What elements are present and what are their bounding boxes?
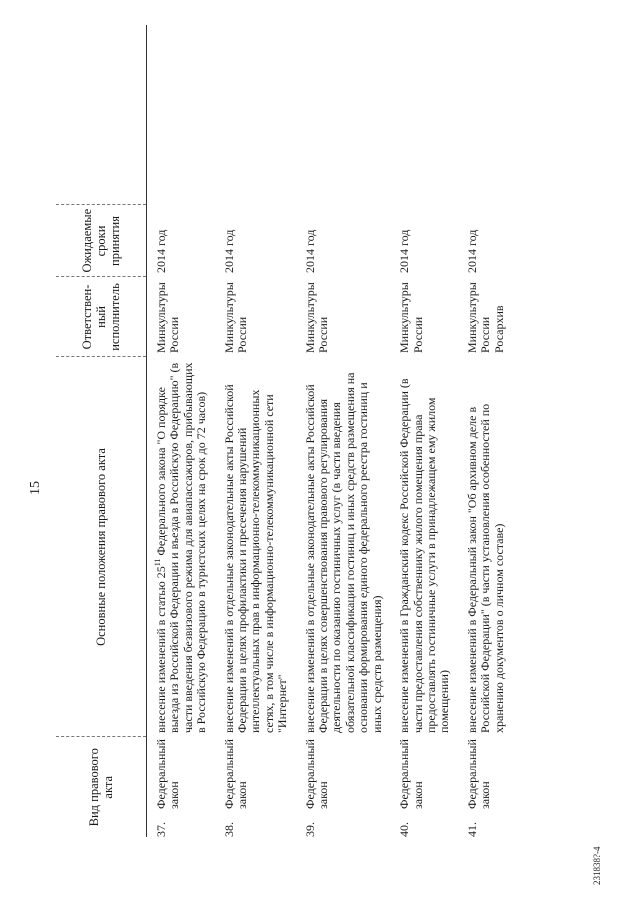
table-row (458, 25, 512, 837)
act-content (147, 357, 215, 737)
header-main-provisions: Основные положения правового акта (56, 357, 147, 737)
page-number: 15 (28, 481, 43, 495)
responsible-executor: Минкультуры России Росархив (464, 282, 506, 353)
expected-deadline: 2014 год (397, 229, 412, 273)
legal-acts-table (56, 25, 512, 837)
act-type: Федеральный закон (397, 739, 425, 809)
expected-deadline: 2014 год (154, 229, 168, 273)
row-number: 38. (221, 822, 236, 837)
table-row (215, 25, 296, 837)
responsible-executor: Минкультуры России (302, 282, 331, 353)
article-superscript: 11 (153, 558, 162, 567)
act-type: Федеральный закон (464, 739, 493, 809)
row-number: 39. (302, 822, 317, 837)
header-responsible-executor: Ответствен-ный исполнитель (56, 277, 147, 357)
responsible-executor: Минкультуры России (397, 282, 425, 353)
act-type: Федеральный закон (221, 739, 250, 809)
row-number: 37. (154, 822, 168, 837)
act-content: внесение изменений в отдельные законодательные акты Российской Федерации в целях профилактики и пресечения нарушений интеллектуальных прав в информационно-телекоммуникационных сетях, в том числе в информационно-телекоммуникационной сети "Интернет" (221, 384, 290, 733)
expected-deadline: 2014 год (302, 229, 317, 273)
header-blank (56, 25, 147, 205)
act-content-end: Федерального закона "О порядке выезда из Российской Федерации и въезда в Российскую Федерацию" (в части введения безвизового режима для авиапассажиров, прибывающих в Российскую Федерацию в туристских целях на срок до 72 часов) (154, 362, 209, 733)
responsible-executor: Минкультуры России (154, 282, 182, 353)
header-act-type: Вид правового акта (56, 737, 147, 837)
table-row (147, 25, 215, 837)
document-code: 231838?-4 (592, 846, 602, 885)
table-row (296, 25, 390, 837)
act-type: Федеральный закон (154, 739, 182, 809)
table-header-row (56, 25, 147, 837)
act-type: Федеральный закон (302, 739, 331, 809)
act-content: внесение изменений в Гражданский кодекс Российской Федерации (в части предоставления собственнику жилого помещения права предоставлять гостиничные услуги в принадлежащем ему жилом помещении) (397, 378, 452, 733)
row-number: 41. (464, 822, 479, 837)
responsible-executor: Минкультуры России (221, 282, 250, 353)
act-content: внесение изменений в Федеральный закон "Об архивном деле в Российской Федерации" (в части установления особенностей по хранению документов о личном составе) (464, 403, 506, 733)
table-row (390, 25, 458, 837)
act-content: внесение изменений в отдельные законодательные акты Российской Федерации в целях совершенствования правового регулирования деятельности по оказанию гостиничных услуг (в части введения обязательной классификации гостиниц и иных средств размещения на основании формирования единого федерального реестра гостиниц и иных средств размещения) (302, 372, 384, 733)
act-content-start: внесение изменений в статью 25 (154, 566, 168, 733)
expected-deadline: 2014 год (464, 229, 479, 273)
header-expected-deadline: Ожидаемые сроки принятия (56, 205, 147, 277)
row-number: 40. (397, 822, 412, 837)
expected-deadline: 2014 год (221, 229, 236, 273)
